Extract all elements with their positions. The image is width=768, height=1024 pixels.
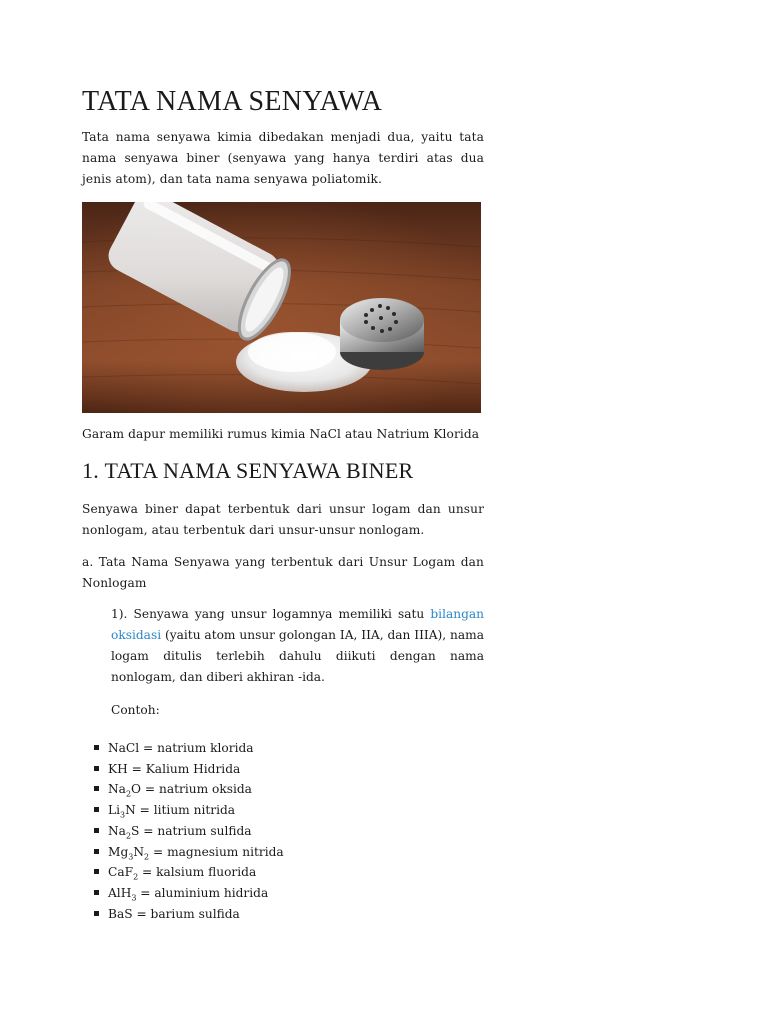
chemical-formula: $Li_3N$ — [108, 803, 136, 820]
bullet-icon — [94, 911, 99, 916]
sub-heading: a. Tata Nama Senyawa yang terbentuk dari Unsur Logam dan Nonlogam — [82, 555, 484, 590]
chemical-formula: AlH$_3$ — [108, 885, 137, 903]
image-caption: Garam dapur memiliki rumus kimia NaCl atau Natrium Klorida — [82, 427, 480, 441]
bullet-icon — [94, 807, 99, 812]
bullet-icon — [94, 849, 99, 854]
example-item — [94, 779, 284, 800]
examples-list — [94, 738, 284, 924]
example-item — [94, 862, 284, 883]
compound-name: = aluminium hidrida — [136, 885, 269, 900]
chemical-formula: KH — [108, 761, 128, 776]
page-title: TATA NAMA SENYAWA — [82, 86, 383, 117]
rule-paragraph — [111, 604, 484, 688]
example-label: Contoh: — [111, 703, 160, 717]
compound-name: = Kalium Hidrida — [127, 761, 241, 776]
compound-name: = litium nitrida — [135, 803, 236, 818]
example-item — [94, 904, 284, 925]
chemical-formula: BaS — [108, 906, 133, 921]
bullet-icon — [94, 745, 99, 750]
bullet-icon — [94, 869, 99, 874]
example-item — [94, 738, 284, 759]
chemical-formula: $Mg_3N_2$ — [108, 844, 150, 861]
section-title: 1. TATA NAMA SENYAWA BINER — [82, 458, 414, 483]
example-item — [94, 759, 284, 780]
compound-name: = natrium klorida — [139, 741, 254, 755]
bilangan-oksidasi-link[interactable]: bilangan oksidasi — [111, 607, 485, 642]
chemical-formula: NaCl — [108, 741, 140, 755]
bullet-icon — [94, 786, 99, 791]
example-item — [94, 821, 284, 842]
bullet-icon — [94, 766, 99, 771]
chemical-formula: $Na_2O$ — [108, 782, 142, 799]
bullet-icon — [94, 890, 99, 895]
salt-shaker-photo — [82, 202, 481, 413]
compound-name: = magnesium nitrida — [149, 844, 284, 859]
bullet-icon — [94, 828, 99, 833]
compound-name: = kalsium fluorida — [138, 865, 257, 880]
compound-name: = natrium sulfida — [139, 823, 252, 838]
rule-suffix: (yaitu atom unsur golongan IA, IIA, dan IIIA), nama logam ditulis terlebih dahulu diikuti dengan nama nonlogam, dan diberi akhiran -ida. — [111, 628, 484, 684]
compound-name: = barium sulfida — [132, 906, 240, 921]
chemical-formula: $Na_2S$ — [108, 823, 140, 841]
intro-paragraph: Tata nama senyawa kimia dibedakan menjadi dua, yaitu tata nama senyawa biner (senyawa yang hanya terdiri atas dua jenis atom), dan tata nama senyawa poliatomik. — [82, 130, 484, 186]
compound-name: = natrium oksida — [141, 782, 252, 797]
example-item — [94, 842, 284, 863]
example-item — [94, 883, 284, 904]
rule-prefix: 1). Senyawa yang unsur logamnya memiliki satu — [111, 607, 425, 621]
example-item — [94, 800, 284, 821]
chemical-formula: CaF$_2$ — [108, 865, 139, 882]
section-intro-paragraph: Senyawa biner dapat terbentuk dari unsur logam dan unsur nonlogam, atau terbentuk dari unsur-unsur nonlogam. — [82, 502, 484, 537]
